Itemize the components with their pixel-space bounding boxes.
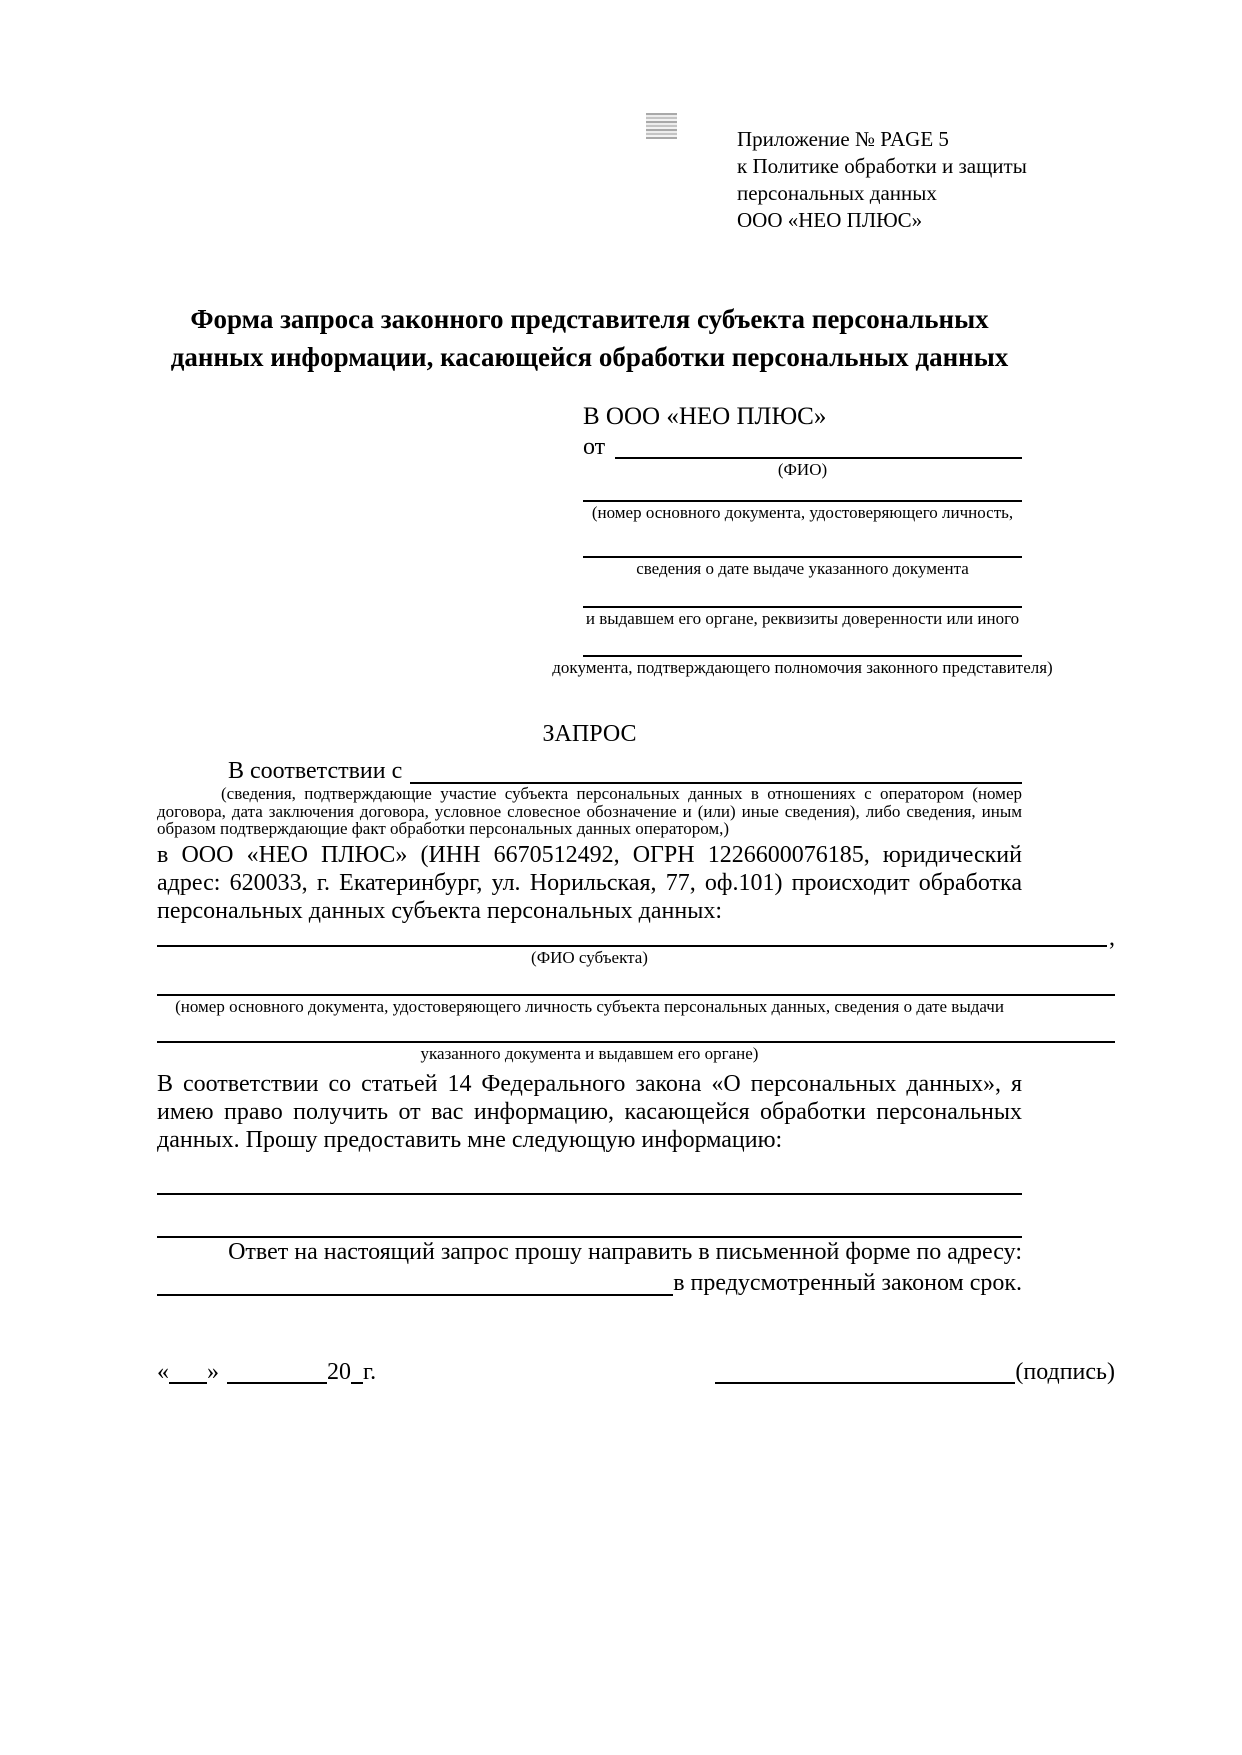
recipient-organization: В ООО «НЕО ПЛЮС»	[583, 403, 827, 430]
embedded-object-icon	[646, 113, 677, 139]
appendix-line-1: Приложение № PAGE 5	[737, 127, 949, 151]
subject-fio-comma: ,	[1109, 924, 1115, 951]
subject-fio-blank-line	[157, 925, 1107, 947]
fio-blank-line	[615, 437, 1022, 459]
doc-caption-2: сведения о дате выдаче указанного документа	[636, 559, 969, 578]
accordance-blank-line	[410, 762, 1022, 784]
date-day-blank	[169, 1382, 207, 1384]
doc-blank-line-1	[583, 480, 1022, 502]
signature-caption: (подпись)	[1015, 1358, 1115, 1385]
date-group	[157, 1358, 376, 1386]
accordance-footnote: (сведения, подтверждающие участие субъекта персональных данных в отношениях с оператором (номер договора, дата заключения договора, условное словесное обозначение и (или) иные сведения), либо сведения, иным образом подтверждающие факт обработки персональных данных оператором,)	[157, 784, 1022, 838]
info-blank-line-2	[157, 1195, 1022, 1238]
request-heading: ЗАПРОС	[542, 721, 637, 747]
document-title: Форма запроса законного представителя субъекта персональных данных информации, касающейся обработки персональных данных	[170, 304, 1009, 372]
doc-blank-line-3	[583, 579, 1022, 608]
appendix-line-2: к Политике обработки и защиты	[737, 154, 1027, 178]
date-year-blank	[351, 1382, 363, 1384]
appendix-line-3: персональных данных	[737, 181, 937, 205]
from-label: от	[583, 434, 606, 460]
subject-fio-caption: (ФИО субъекта)	[531, 947, 648, 967]
subject-doc-caption-2: указанного документа и выдавшем его органе)	[420, 1043, 759, 1063]
law-paragraph: В соответствии со статьей 14 Федерального закона «О персональных данных», я имею право получить от вас информацию, касающейся обработки персональных данных. Прошу предоставить мне следующую информацию:	[157, 1070, 1022, 1153]
signature-blank-line	[715, 1382, 1015, 1384]
address-blank-line	[157, 1274, 673, 1296]
doc-blank-line-2	[583, 523, 1022, 558]
subject-doc-blank-line-2	[157, 1018, 1115, 1043]
subject-doc-caption-1: (номер основного документа, удостоверяющего личность субъекта персональных данных, сведения о дате выдачи	[175, 996, 1004, 1016]
term-text: в предусмотренный законом срок.	[673, 1269, 1022, 1296]
appendix-line-4: ООО «НЕО ПЛЮС»	[737, 208, 923, 232]
accordance-row	[157, 757, 1022, 784]
doc-caption-3: и выдавшем его органе, реквизиты доверенности или иного	[585, 609, 1020, 628]
appendix-block	[737, 126, 1242, 234]
doc-caption-1: (номер основного документа, удостоверяющего личность,	[591, 503, 1014, 522]
doc-caption-4: документа, подтверждающего полномочия законного представителя)	[552, 658, 1053, 677]
date-close-quote: »	[207, 1358, 219, 1385]
date-month-blank	[227, 1382, 327, 1384]
request-body	[157, 757, 1115, 1386]
recipient-block	[552, 400, 1053, 678]
fio-caption: (ФИО)	[777, 460, 828, 479]
from-row	[583, 433, 1022, 459]
operator-paragraph: в ООО «НЕО ПЛЮС» (ИНН 6670512492, ОГРН 1226600076185, юридический адрес: 620033, г. Екатеринбург, ул. Норильская, 77, оф.101) происходит обработка персональных данных субъекта персональных данных:	[157, 841, 1022, 924]
year-suffix: г.	[363, 1358, 377, 1385]
date-signature-row	[157, 1358, 1115, 1386]
answer-instruction: Ответ на настоящий запрос прошу направить в письменной форме по адресу:	[228, 1238, 1022, 1265]
year-prefix: 20	[327, 1358, 351, 1385]
subject-doc-blank-line-1	[157, 969, 1115, 996]
subject-fio-row	[157, 924, 1115, 951]
doc-blank-line-4	[583, 629, 1022, 657]
address-row	[157, 1266, 1022, 1296]
date-open-quote: «	[157, 1358, 169, 1385]
info-blank-line-1	[157, 1171, 1022, 1195]
accordance-label: В соответствии с	[228, 758, 403, 784]
signature-group	[715, 1358, 1115, 1386]
